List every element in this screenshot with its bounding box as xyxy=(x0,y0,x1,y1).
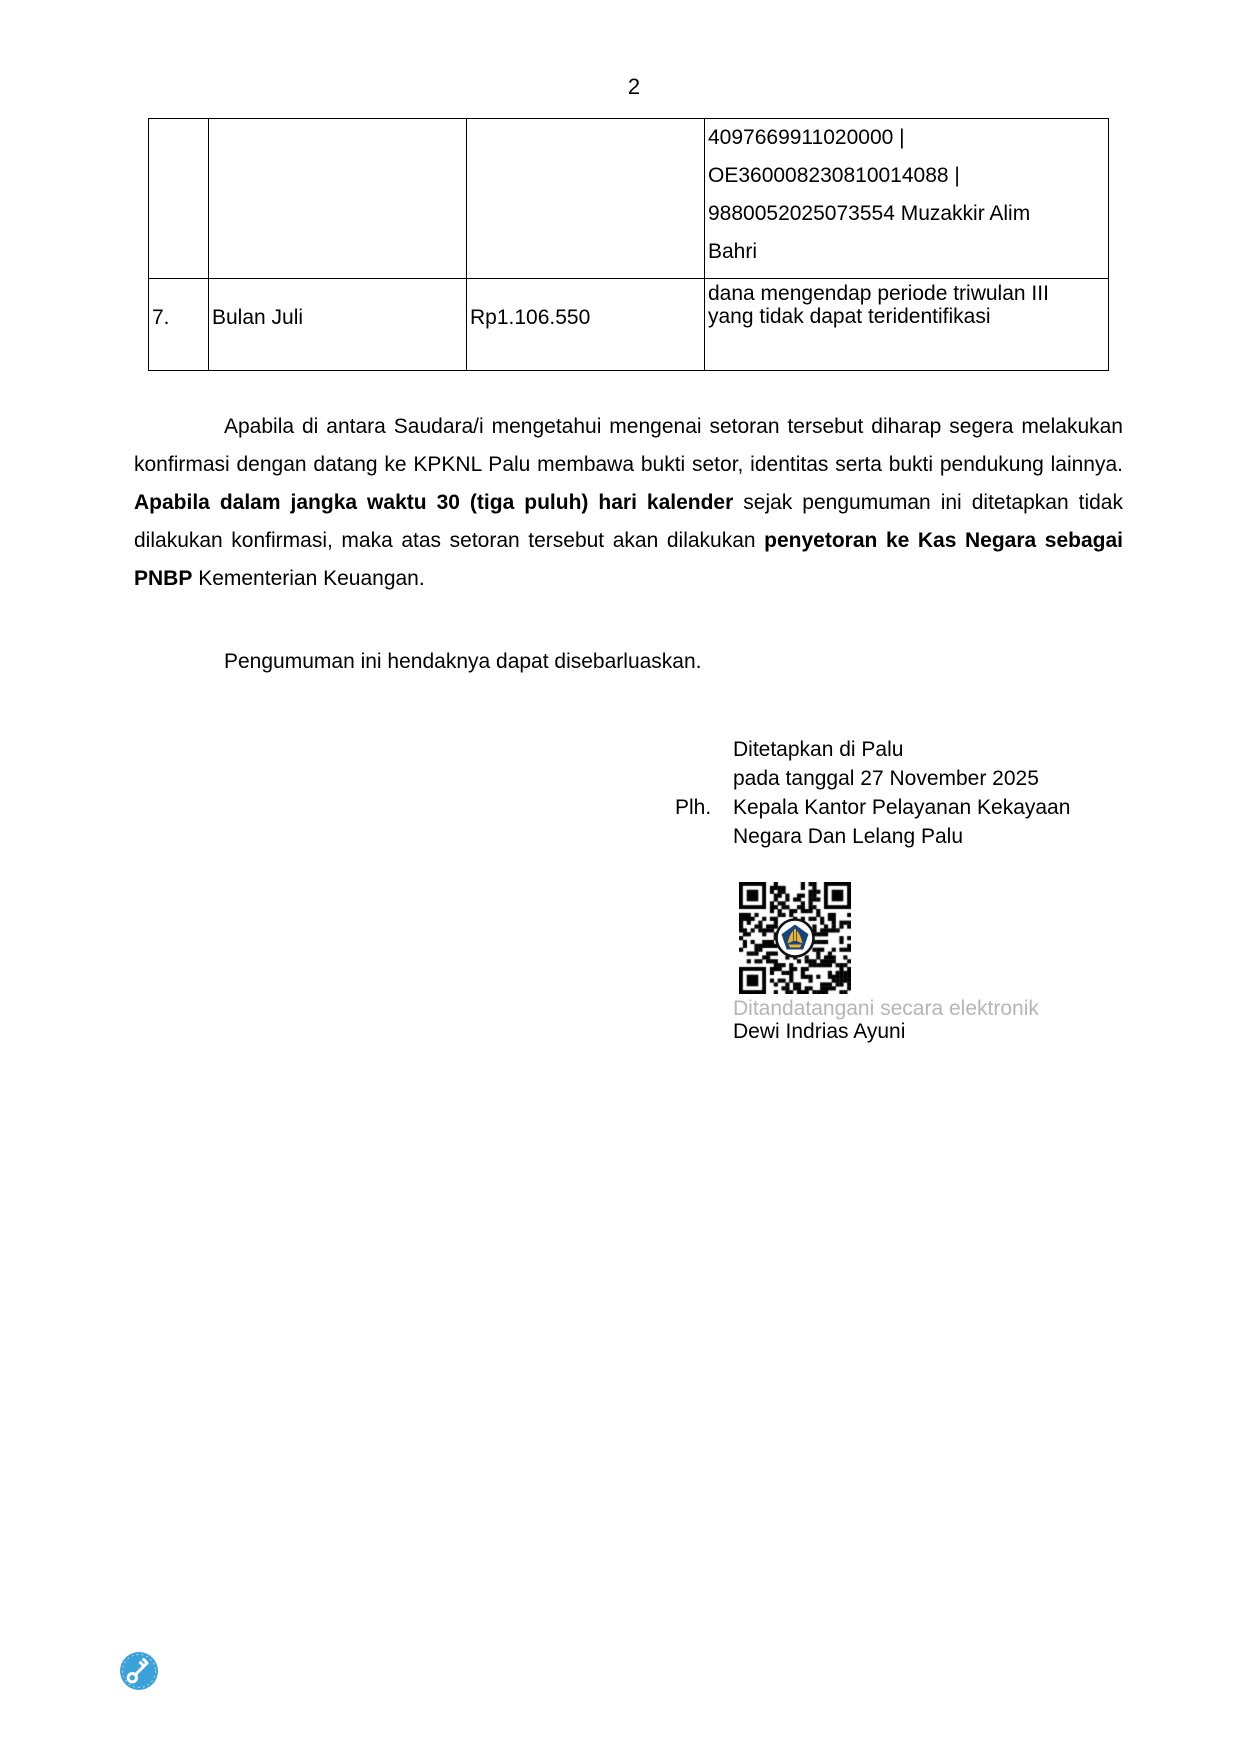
paragraph-segment-bold: Apabila dalam jangka waktu 30 (tiga puluh) hari kalender xyxy=(134,491,734,514)
signature-date-row xyxy=(675,764,1070,793)
signature-title-row xyxy=(675,793,1070,822)
description-cell xyxy=(705,119,1109,279)
signature-place: Ditetapkan di Palu xyxy=(733,738,904,761)
description-line: yang tidak dapat teridentifikasi xyxy=(708,305,991,328)
page-number: 2 xyxy=(627,74,641,99)
paragraph-segment-bold: penyetoran ke Kas Negara sebagai PNBP xyxy=(134,529,1123,590)
amount-cell xyxy=(467,119,705,279)
signature-spacer xyxy=(675,764,733,793)
signature-spacer xyxy=(675,822,733,851)
paragraph-segment: Kementerian Keuangan. xyxy=(192,567,425,590)
signature-title-row2 xyxy=(675,822,1070,851)
qr-code xyxy=(739,882,851,994)
signer-name: Dewi Indrias Ayuni xyxy=(733,1020,906,1043)
description-line: OE360008230810014088 | xyxy=(708,164,960,187)
description-line: 4097669911020000 | xyxy=(708,126,905,149)
month-cell xyxy=(209,119,467,279)
description-line: Bahri xyxy=(708,240,758,263)
amount-cell: Rp1.106.550 xyxy=(467,279,705,371)
signature-title-line1: Kepala Kantor Pelayanan Kekayaan xyxy=(733,796,1071,819)
row-number-cell: 7. xyxy=(149,279,209,371)
key-icon xyxy=(119,1651,159,1691)
signature-date: pada tanggal 27 November 2025 xyxy=(733,767,1039,790)
esign-note: Ditandatangani secara elektronik xyxy=(733,997,1039,1020)
month-cell: Bulan Juli xyxy=(209,279,467,371)
description-line: dana mengendap periode triwulan III xyxy=(708,282,1049,305)
paragraph-confirmation xyxy=(134,408,1123,598)
description-cell xyxy=(705,279,1109,371)
announcement-table xyxy=(148,118,1109,371)
table-row xyxy=(149,119,1109,279)
description-line: 9880052025073554 Muzakkir Alim xyxy=(708,202,1031,225)
paragraph-segment: sejak pengumuman ini ditetapkan tidak dilakukan konfirmasi, maka atas setoran tersebut akan dilakukan xyxy=(134,491,1123,552)
row-number-cell xyxy=(149,119,209,279)
paragraph-dissemination: Pengumuman ini hendaknya dapat disebarluaskan. xyxy=(224,650,702,673)
signature-block xyxy=(675,735,1070,851)
signature-spacer xyxy=(675,735,733,764)
kemenkeu-logo-icon xyxy=(775,918,815,958)
plh-label: Plh. xyxy=(675,796,712,819)
signature-place-row xyxy=(675,735,1070,764)
table-row xyxy=(149,279,1109,371)
paragraph-segment: Apabila di antara Saudara/i mengetahui mengenai setoran tersebut diharap segera melakukan konfirmasi dengan datang ke KPKNL Palu membawa bukti setor, identitas serta bukti pendukung lainnya. xyxy=(134,415,1123,476)
signature-title-line2: Negara Dan Lelang Palu xyxy=(733,825,963,848)
